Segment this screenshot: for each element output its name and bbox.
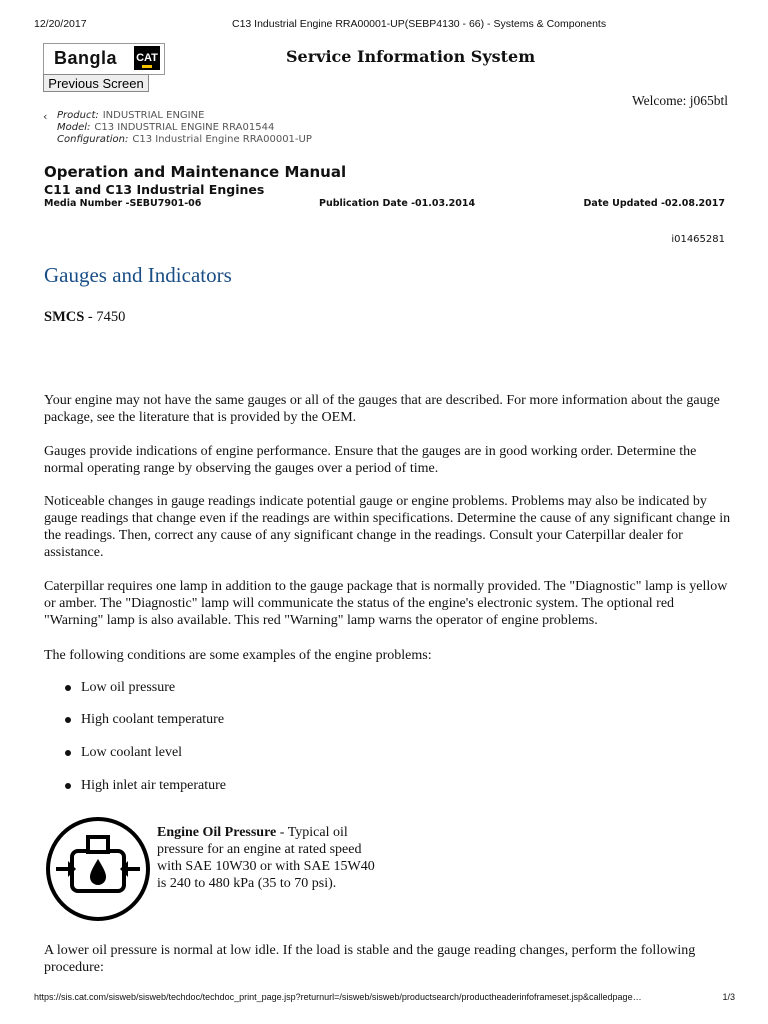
publication-date: Publication Date -01.03.2014 — [319, 198, 476, 209]
logo-text: Bangla — [54, 48, 118, 68]
smcs-value: - 7450 — [84, 309, 126, 325]
print-date: 12/20/2017 — [34, 18, 87, 30]
paragraph-closing: A lower oil pressure is normal at low idle. If the load is stable and the gauge reading changes, perform the following procedure: — [44, 943, 696, 975]
site-title: Service Information System — [286, 47, 536, 66]
smcs-label: SMCS — [44, 309, 85, 325]
cat-logo-icon: CAT — [134, 46, 160, 70]
model-label: Model: — [57, 122, 91, 133]
product-value: INDUSTRIAL ENGINE — [102, 110, 205, 121]
document-subtitle: C11 and C13 Industrial Engines — [44, 182, 265, 197]
smcs-code — [44, 309, 125, 326]
configuration-value: C13 Industrial Engine RRA00001-UP — [132, 134, 312, 145]
configuration-label: Configuration: — [57, 134, 129, 145]
model-line — [57, 122, 274, 133]
article-heading: Gauges and Indicators — [44, 263, 232, 287]
bullet-icon — [65, 717, 71, 723]
document-title: Operation and Maintenance Manual — [44, 163, 347, 181]
list-item: High coolant temperature — [65, 712, 224, 728]
bullet-icon — [65, 685, 71, 691]
list-item: High inlet air temperature — [65, 778, 226, 794]
list-item: Low oil pressure — [65, 680, 175, 696]
print-title: C13 Industrial Engine RRA00001-UP(SEBP4130 - 66) - Systems & Components — [232, 18, 607, 30]
media-number: Media Number -SEBU7901-06 — [44, 198, 202, 209]
paragraph-4: Caterpillar requires one lamp in addition to the gauge package that is normally provided. The "Diagnostic" lamp is yellow or amber. The "Diagnostic" lamp will communicate the status of the engine's electronic system. The optional red "Warning" lamp is also available. This red "Warning" lamp warns the operator of engine problems. — [44, 579, 728, 628]
list-item: Low coolant level — [65, 745, 182, 761]
engine-oil-pressure-text: Engine Oil Pressure - Typical oil pressure for an engine at rated speed with SAE 10W30 or with SAE 15W40 is 240 to 480 kPa (35 to 70 psi). — [157, 825, 375, 891]
welcome-text: Welcome: j065btl — [631, 93, 728, 108]
previous-screen-button[interactable]: Previous Screen — [43, 74, 149, 92]
engine-oil-pressure-icon — [44, 815, 152, 923]
paragraph-1: Your engine may not have the same gauges or all of the gauges that are described. For more information about the gauge package, see the literature that is provided by the OEM. — [44, 393, 720, 425]
document-id: i01465281 — [671, 234, 725, 245]
footer-url: https://sis.cat.com/sisweb/sisweb/techdoc/techdoc_print_page.jsp?returnurl=/sisweb/sisweb/productsearch/productheaderinfoframeset.jsp&calledpage… — [34, 992, 642, 1002]
bullet-icon — [65, 750, 71, 756]
oil-pressure-title: Engine Oil Pressure — [157, 825, 277, 840]
date-updated: Date Updated -02.08.2017 — [583, 198, 725, 209]
bullet-icon — [65, 783, 71, 789]
model-value: C13 INDUSTRIAL ENGINE RRA01544 — [94, 122, 275, 133]
product-label: Product: — [57, 110, 99, 121]
configuration-line — [57, 134, 312, 145]
product-line — [57, 110, 204, 121]
paragraph-3: Noticeable changes in gauge readings indicate potential gauge or engine problems. Problems may also be indicated by gauge readings that change even if the readings are within specifications. Determine the cause of any significant change in the readings. Then, correct any cause of any significant change in the readings. Consult your Caterpillar dealer for assistance. — [44, 494, 731, 560]
page-number: 1/3 — [722, 992, 735, 1002]
chevron-left-icon[interactable]: ‹ — [43, 110, 48, 123]
paragraph-2: Gauges provide indications of engine performance. Ensure that the gauges are in good working order. Determine the normal operating range by observing the gauges over a period of time. — [44, 444, 697, 476]
bangla-cat-logo — [43, 43, 165, 75]
paragraph-5: The following conditions are some examples of the engine problems: — [44, 648, 432, 663]
